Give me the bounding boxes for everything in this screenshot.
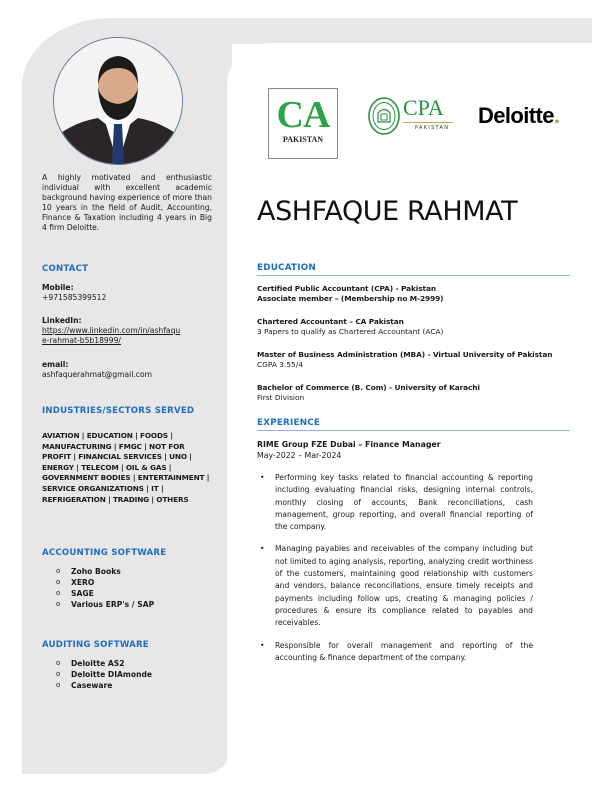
bullet-icon: • [260,544,265,554]
list-item: o Deloitte DIAmonde [56,670,153,679]
job-period: May-2022 – Mar-2024 [257,451,342,460]
mobile-value: +971585399512 [42,293,107,302]
contact-heading: CONTACT [42,264,89,274]
deloitte-green-dot-icon: . [553,103,560,128]
list-item: • Managing payables and receivables of the company including but not limited to aging analysis, reporting, analyzing credit worthiness of the customers, maintaining good relationship with customers and vendors, balance reconciliations, ensure timely receipts and payments including follow ups, creating & managing policies / procedures & ensure its compliance related to payables and receivables. [260,544,533,628]
linkedin-label: LinkedIn: [42,316,82,325]
cpa-logo-rule [403,122,453,123]
circle-bullet-icon: o [56,659,61,667]
education-detail: 3 Papers to qualify as Chartered Accountant (ACA) [257,327,444,336]
circle-bullet-icon: o [56,567,61,575]
education-item [257,317,577,337]
cpa-logo-text: CPA [403,95,444,120]
profile-photo-icon [54,38,182,164]
auditing-software-list [56,658,152,691]
list-item: • Responsible for overall management and reporting of the accounting & finance department of the company. [260,640,533,662]
email-label: email: [42,360,69,369]
mobile-block [42,283,217,303]
ca-logo-subtext: PAKISTAN [282,135,324,144]
list-item: o SAGE [56,589,94,598]
deloitte-logo-text: Deloitte [478,103,554,128]
experience-heading: EXPERIENCE [257,418,570,431]
accounting-software-heading: ACCOUNTING SOFTWARE [42,548,167,558]
deloitte-logo [478,103,559,129]
linkedin-link[interactable] [42,326,217,346]
auditing-software-heading: AUDITING SOFTWARE [42,640,149,650]
job-header [257,439,441,461]
top-band [200,18,592,44]
linkedin-link-line2[interactable]: e-rahmat-b5b18999/ [42,336,121,345]
circle-bullet-icon: o [56,681,61,689]
list-item: o Various ERP's / SAP [56,600,155,609]
bullet-icon: • [260,473,265,482]
list-item: o Caseware [56,681,113,690]
mobile-label: Mobile: [42,283,74,292]
job-title: RIME Group FZE Dubai – Finance Manager [257,440,441,449]
page-title: ASHFAQUE RAHMAT [257,196,518,227]
education-detail: First Division [257,393,305,402]
industries-heading: INDUSTRIES/SECTORS SERVED [42,406,195,416]
list-item: o XERO [56,578,95,587]
cpa-seal-icon [367,96,401,136]
circle-bullet-icon: o [56,589,61,597]
email-block [42,360,217,380]
list-item: • Performing key tasks related to financial accounting & reporting including evaluating financial risks, designing internal controls, monthly closing of accounts, Bank reconciliations, cash management, group reporting, and overall financial reporting of the company. [260,473,533,532]
education-item [257,284,577,304]
education-title: Chartered Accountant – CA Pakistan [257,317,404,326]
linkedin-block [42,316,217,346]
ca-logo-text: CA [276,94,330,136]
avatar [53,37,183,165]
education-item [257,383,577,403]
list-item: o Zoho Books [56,567,121,576]
profile-summary: A highly motivated and enthusiastic individual with excellent academic background having experience of more than 10 years in the field of Audit, Accounting, Finance & Taxation including 4 years in Big 4 firm Deloitte. [42,173,212,232]
education-detail: CGPA 3.55/4 [257,360,303,369]
circle-bullet-icon: o [56,600,61,608]
education-title: Certified Public Accountant (CPA) - Pakistan [257,284,437,293]
email-value: ashfaquerahmat@gmail.com [42,370,152,379]
industries-list: AVIATION | EDUCATION | FOODS | MANUFACTURING | FMGC | NOT FOR PROFIT | FINANCIAL SERVICES | UNO | ENERGY | TELECOM | OIL & GAS | GOVERNMENT BODIES | ENTERTAINMENT | SERVICE ORGANIZATIONS | IT | REFRIGERATION | TRADING | OTHERS [42,431,210,504]
education-title: Master of Business Administration (MBA) - Virtual University of Pakistan [257,350,553,359]
cpa-logo-subtext: PAKISTAN [415,125,450,131]
bullet-icon: • [260,640,265,650]
job-responsibilities [257,472,533,674]
education-item [257,350,577,370]
cpa-pakistan-logo [367,95,455,137]
circle-bullet-icon: o [56,670,61,678]
ca-pakistan-logo [268,88,338,159]
linkedin-link-line1[interactable]: https://www.linkedin.com/in/ashfaqu [42,326,181,335]
education-detail: Associate member – (Membership no M-2999) [257,294,444,303]
list-item: o Deloitte AS2 [56,659,125,668]
education-title: Bachelor of Commerce (B. Com) - University of Karachi [257,383,480,392]
circle-bullet-icon: o [56,578,61,586]
accounting-software-list [56,566,154,610]
education-heading: EDUCATION [257,263,570,276]
